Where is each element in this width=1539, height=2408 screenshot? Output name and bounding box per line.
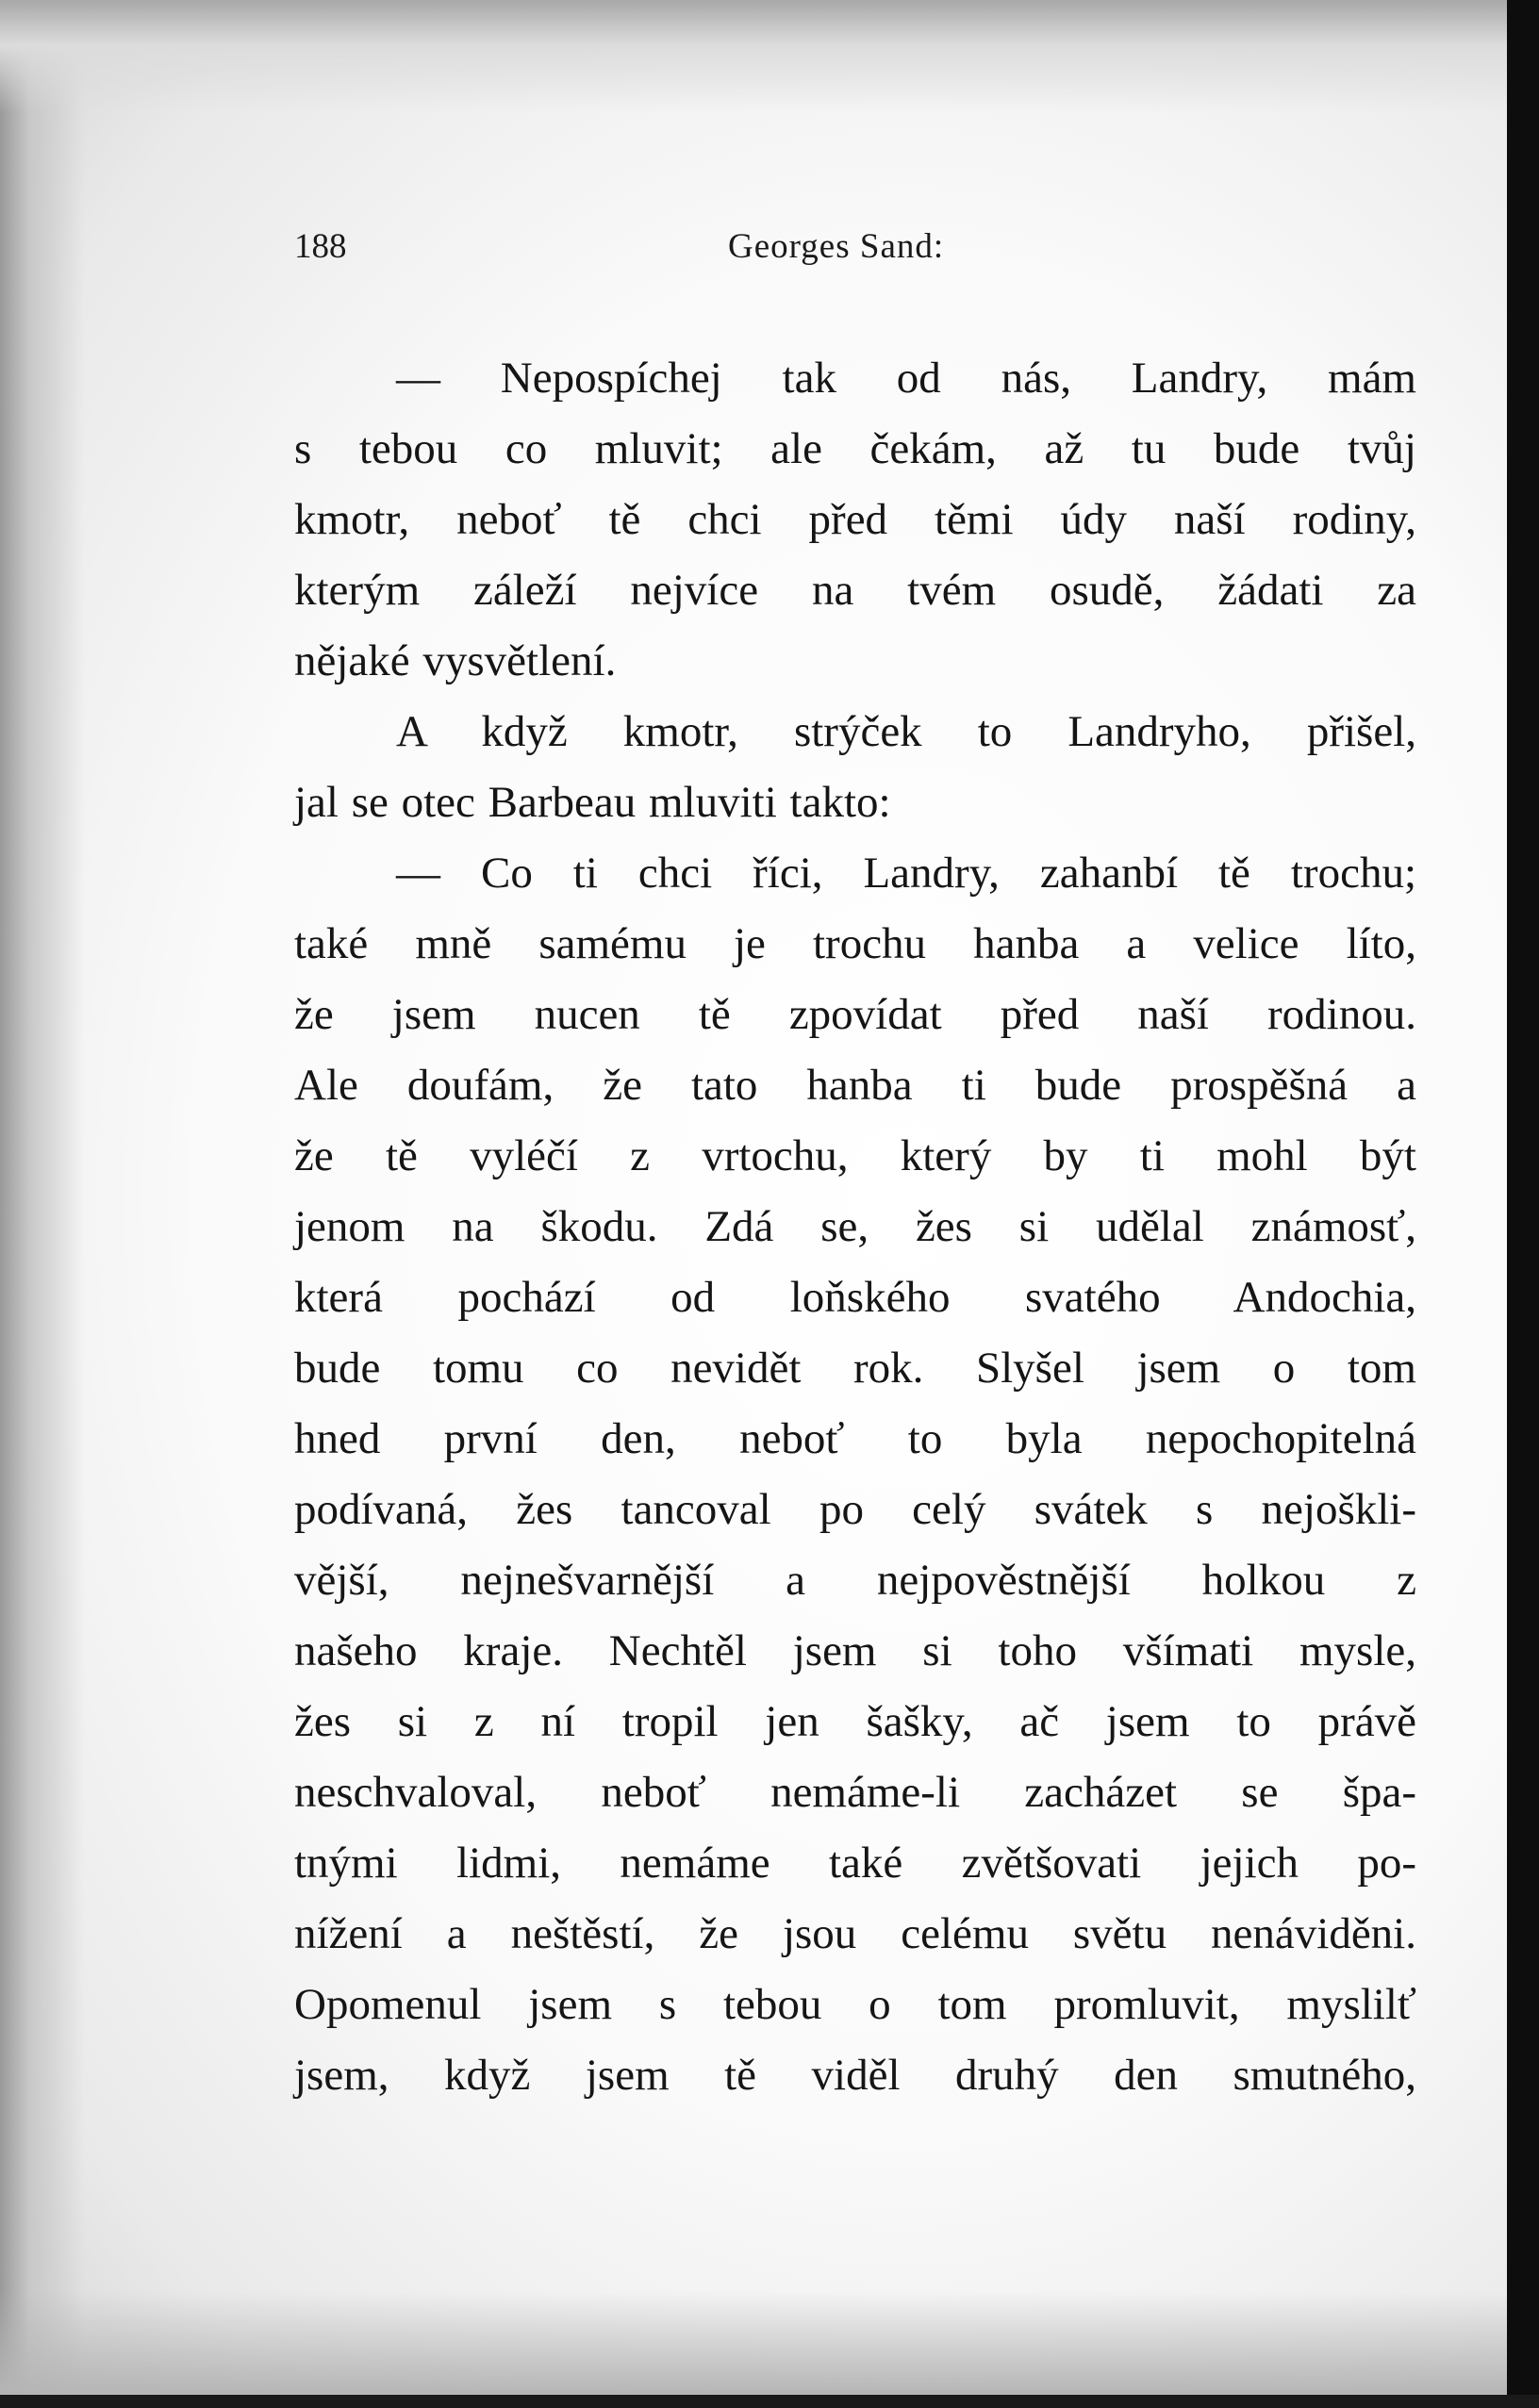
- text-line: nížení a neštěstí, že jsou celému světu nenáviděni.: [294, 1909, 1416, 1958]
- text-line: kmotr, neboť tě chci před těmi údy naší rodiny,: [294, 495, 1416, 544]
- text-line: která pochází od loňského svatého Andochia,: [294, 1273, 1416, 1322]
- text-line: bude tomu co nevidět rok. Slyšel jsem o tom: [294, 1344, 1416, 1393]
- text-line: našeho kraje. Nechtěl jsem si toho všímati mysle,: [294, 1626, 1416, 1675]
- text-line: kterým záleží nejvíce na tvém osudě, žádati za: [294, 566, 1416, 615]
- gutter-shadow: [0, 0, 85, 2395]
- text-line: tnými lidmi, nemáme také zvětšovati jejich po-: [294, 1839, 1416, 1888]
- text-line: s tebou co mluvit; ale čekám, až tu bude tvůj: [294, 424, 1416, 473]
- text-line: A když kmotr, strýček to Landryho, přišel,: [396, 707, 1416, 756]
- text-line: neschvaloval, neboť nemáme-li zacházet se špa-: [294, 1768, 1416, 1817]
- text-line: že tě vyléčí z vrtochu, který by ti mohl být: [294, 1131, 1416, 1180]
- page-header: [294, 226, 1416, 273]
- text-line: Ale doufám, že tato hanba ti bude prospěšná a: [294, 1061, 1416, 1110]
- bottom-edge-shadow: [0, 2291, 1507, 2395]
- text-line: jsem, když jsem tě viděl druhý den smutného,: [294, 2051, 1416, 2100]
- text-line: také mně samému je trochu hanba a velice líto,: [294, 919, 1416, 968]
- text-line: vější, nejnešvarnější a nejpověstnější holkou z: [294, 1556, 1416, 1605]
- text-line: Opomenul jsem s tebou o tom promluvit, myslilť: [294, 1980, 1416, 2029]
- top-edge-shadow: [0, 0, 1507, 113]
- text-line: podívaná, žes tancoval po celý svátek s nejoškli-: [294, 1485, 1416, 1534]
- body-text: [294, 343, 1416, 2111]
- text-line: hned první den, neboť to byla nepochopitelná: [294, 1414, 1416, 1463]
- text-line: žes si z ní tropil jen šašky, ač jsem to právě: [294, 1697, 1416, 1746]
- text-line: že jsem nucen tě zpovídat před naší rodinou.: [294, 990, 1416, 1039]
- page-number: 188: [294, 227, 347, 266]
- text-line: jenom na škodu. Zdá se, žes si udělal známosť,: [294, 1202, 1416, 1251]
- text-line: — Nepospíchej tak od nás, Landry, mám: [396, 354, 1416, 403]
- text-line: — Co ti chci říci, Landry, zahanbí tě trochu;: [396, 849, 1416, 898]
- running-head: Georges Sand:: [728, 227, 945, 266]
- scan-edge-right: [1507, 0, 1539, 2408]
- text-line: nějaké vysvětlení.: [294, 636, 617, 685]
- text-line: jal se otec Barbeau mluviti takto:: [294, 778, 891, 827]
- scan-edge-bottom: [0, 2395, 1539, 2408]
